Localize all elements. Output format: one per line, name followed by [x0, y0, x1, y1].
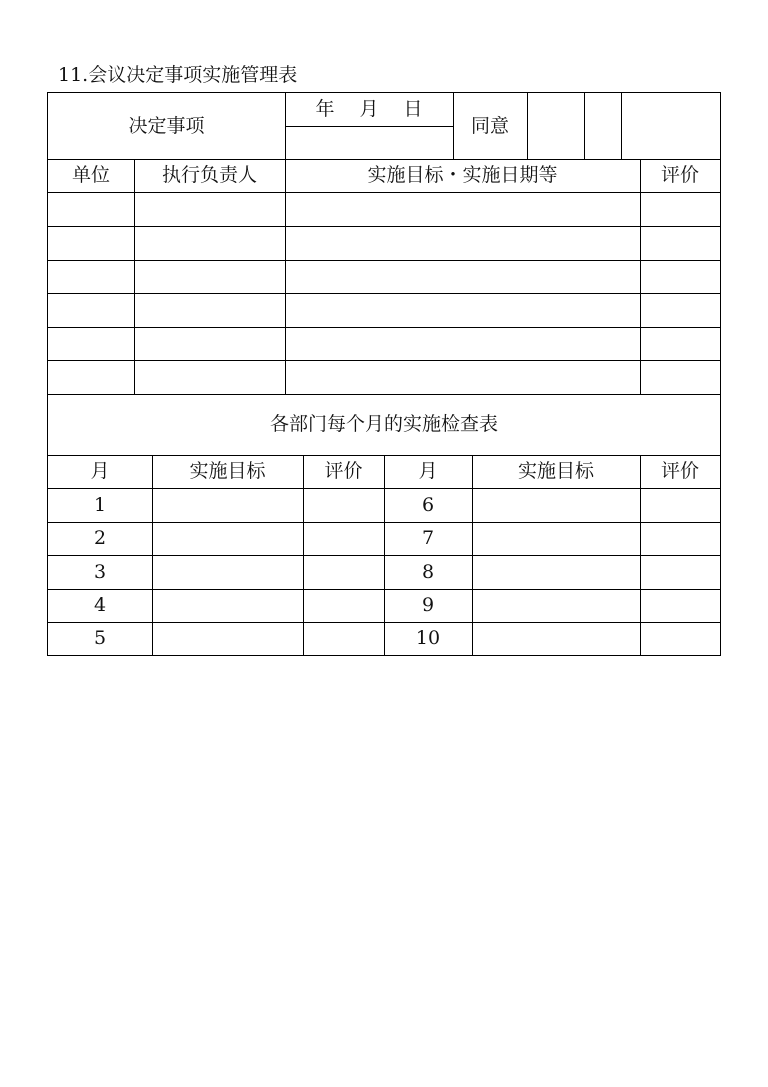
divider-row	[48, 293, 720, 294]
month-number: 7	[421, 527, 435, 549]
divider-row	[48, 260, 720, 261]
column-header-responsible: 执行负责人	[161, 164, 257, 186]
month-number: 10	[415, 627, 441, 649]
month-number: 2	[93, 527, 107, 549]
month-number: 8	[421, 560, 435, 583]
management-table	[47, 92, 721, 656]
column-header-target: 实施目标	[517, 460, 594, 482]
date-day: 日	[403, 98, 423, 120]
column-header-evaluation: 评价	[660, 164, 699, 186]
divider-col	[285, 159, 286, 394]
month-number: 9	[421, 594, 435, 616]
column-header-unit: 单位	[71, 164, 110, 186]
divider-col	[640, 159, 641, 394]
date-input-field[interactable]	[286, 127, 453, 159]
decision-label: 决定事项	[128, 114, 205, 137]
monthly-check-title: 各部门每个月的实施检查表	[269, 413, 498, 435]
document-title: 11.会议决定事项实施管理表	[58, 64, 298, 86]
column-header-target: 实施目标	[189, 460, 266, 482]
column-header-month: 月	[90, 460, 110, 482]
agree-label: 同意	[470, 114, 509, 137]
date-year: 年	[315, 98, 335, 120]
column-header-evaluation: 评价	[660, 460, 699, 482]
divider-row	[48, 327, 720, 328]
approval-box[interactable]	[622, 93, 720, 159]
month-number: 5	[93, 627, 107, 649]
column-header-month: 月	[418, 460, 438, 482]
month-number: 1	[93, 493, 107, 516]
date-month: 月	[359, 98, 379, 120]
divider-columns-bottom	[48, 192, 720, 193]
month-number: 3	[93, 560, 107, 583]
column-header-evaluation: 评价	[324, 460, 363, 482]
divider-row	[48, 360, 720, 361]
month-number: 4	[93, 594, 107, 616]
divider-col	[134, 159, 135, 394]
month-number: 6	[421, 493, 435, 516]
column-header-target-date: 实施目标・实施日期等	[367, 164, 558, 186]
approval-box[interactable]	[585, 93, 621, 159]
approval-box[interactable]	[528, 93, 584, 159]
divider-row	[48, 226, 720, 227]
